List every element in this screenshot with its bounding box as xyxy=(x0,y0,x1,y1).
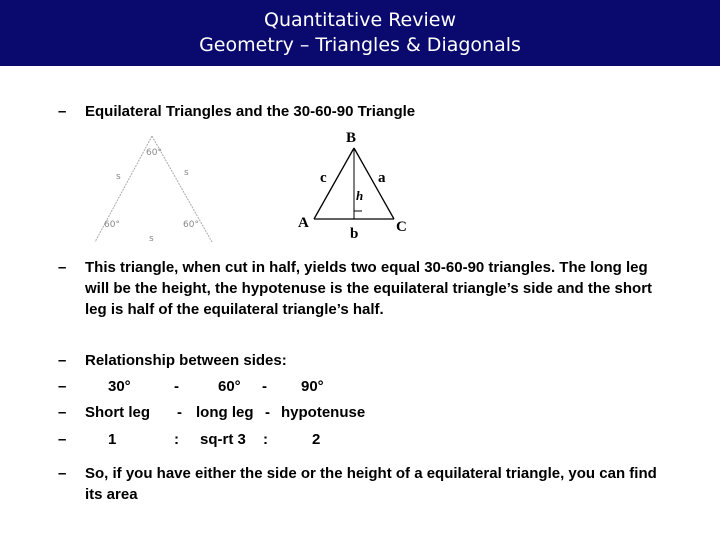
vertex-c-label: C xyxy=(396,219,407,235)
bullet-marker: – xyxy=(58,352,67,369)
separator: : xyxy=(263,431,268,448)
side-a-label: a xyxy=(378,170,386,186)
left-side-label: s xyxy=(116,172,121,182)
relationship-title: Relationship between sides: xyxy=(85,352,287,369)
triangle-abc-figure xyxy=(292,126,422,244)
header-subtitle: Geometry – Triangles & Diagonals xyxy=(199,34,521,56)
bullet-marker: – xyxy=(58,431,67,448)
bullet-marker: – xyxy=(58,103,67,120)
short-leg: Short leg xyxy=(85,404,151,421)
right-side-label: s xyxy=(184,168,189,178)
bottom-left-angle-label: 60° xyxy=(104,220,120,230)
angle-90: 90° xyxy=(301,378,324,395)
base-b-label: b xyxy=(350,226,359,242)
conclusion-paragraph: So, if you have either the side or the height of a equilateral triangle, you can find its area xyxy=(85,465,657,503)
top-angle-label: 60° xyxy=(146,148,162,158)
long-leg: long leg xyxy=(196,404,254,421)
header-title: Quantitative Review xyxy=(264,9,456,31)
ratio-2: 2 xyxy=(312,431,321,448)
separator: - xyxy=(177,404,182,421)
equilateral-triangle-figure xyxy=(92,130,220,245)
separator: - xyxy=(262,378,267,395)
bullet-marker: – xyxy=(58,378,67,395)
vertex-a-label: A xyxy=(298,215,309,231)
separator: - xyxy=(174,378,179,395)
bullet-marker: – xyxy=(58,404,67,421)
separator: - xyxy=(265,404,270,421)
base-label: s xyxy=(149,234,154,244)
vertex-b-label: B xyxy=(346,130,357,146)
slide-header xyxy=(0,0,720,66)
explanation-paragraph: This triangle, when cut in half, yields two equal 30-60-90 triangles. The long leg will be the height, the hypotenuse is the equilateral triangle’s side and the short leg is half of the equilateral triangle’s half. xyxy=(85,259,653,318)
separator: : xyxy=(174,431,179,448)
triangle-side-bc xyxy=(354,148,394,219)
angle-60: 60° xyxy=(218,378,241,395)
side-c-label: c xyxy=(320,170,327,186)
hypotenuse: hypotenuse xyxy=(281,404,366,421)
section-heading: Equilateral Triangles and the 30-60-90 Triangle xyxy=(85,103,416,120)
bullet-marker: – xyxy=(58,465,67,482)
height-label: h xyxy=(356,188,364,203)
angle-30: 30° xyxy=(108,378,131,395)
bullet-marker: – xyxy=(58,259,67,276)
bottom-right-angle-label: 60° xyxy=(183,220,199,230)
ratio-sqrt3: sq-rt 3 xyxy=(200,431,246,448)
ratio-1: 1 xyxy=(108,431,117,448)
